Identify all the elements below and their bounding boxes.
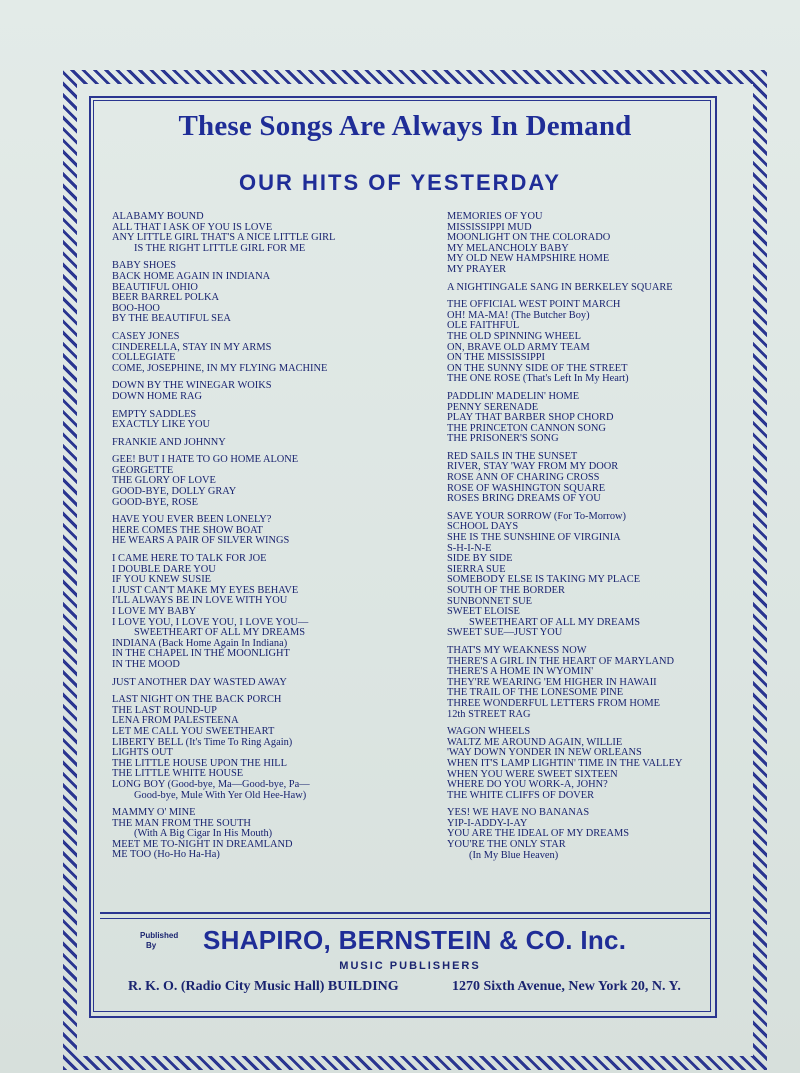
song-title: YIP-I-ADDY-I-AY — [447, 817, 528, 829]
song-title: THERE'S A GIRL IN THE HEART OF MARYLAND — [447, 655, 675, 667]
song-title: THE LAST ROUND-UP — [112, 704, 217, 716]
song-title: PLAY THAT BARBER SHOP CHORD — [447, 412, 614, 424]
song-title: THERE'S A HOME IN WYOMIN' — [447, 666, 594, 678]
song-group — [447, 392, 717, 445]
song-title: LET ME CALL YOU SWEETHEART — [112, 725, 275, 737]
song-group — [112, 332, 432, 374]
song-title: GOOD-BYE, DOLLY GRAY — [112, 486, 237, 498]
song-group — [447, 452, 717, 505]
song-title: WHERE DO YOU WORK-A, JOHN? — [447, 779, 608, 791]
song-title: SIERRA SUE — [447, 563, 506, 575]
song-title: CINDERELLA, STAY IN MY ARMS — [112, 341, 272, 353]
song-title: I LOVE YOU, I LOVE YOU, I LOVE YOU— — [112, 616, 309, 628]
song-title: HAVE YOU EVER BEEN LONELY? — [112, 514, 272, 526]
song-title: ME TOO (Ho-Ho Ha-Ha) — [112, 849, 220, 861]
song-title: BY THE BEAUTIFUL SEA — [112, 313, 231, 325]
song-group — [447, 212, 717, 276]
song-title: 'WAY DOWN YONDER IN NEW ORLEANS — [447, 747, 642, 759]
song-title: PADDLIN' MADELIN' HOME — [447, 390, 580, 402]
song-title: RIVER, STAY 'WAY FROM MY DOOR — [447, 461, 619, 473]
song-title: I JUST CAN'T MAKE MY EYES BEHAVE — [112, 584, 299, 596]
song-list-right — [447, 212, 717, 868]
song-title: GEORGETTE — [112, 464, 174, 476]
song-group — [447, 808, 717, 861]
song-title: SWEET SUE—JUST YOU — [447, 627, 563, 639]
song-title: IN THE CHAPEL IN THE MOONLIGHT — [112, 648, 290, 660]
song-title: IN THE MOOD — [112, 658, 180, 670]
song-title: ROSES BRING DREAMS OF YOU — [447, 493, 601, 505]
song-title: ROSE ANN OF CHARING CROSS — [447, 472, 600, 484]
song-title: GOOD-BYE, ROSE — [112, 496, 199, 508]
song-title: COLLEGIATE — [112, 352, 176, 364]
song-title: I CAME HERE TO TALK FOR JOE — [112, 553, 267, 565]
by-label: By — [146, 941, 157, 950]
song-title: WAGON WHEELS — [447, 726, 531, 738]
song-group — [447, 727, 717, 801]
song-group — [112, 678, 432, 689]
song-title: THE TRAIL OF THE LONESOME PINE — [447, 687, 624, 699]
song-title: MY OLD NEW HAMPSHIRE HOME — [447, 253, 610, 265]
song-title: WHEN YOU WERE SWEET SIXTEEN — [447, 768, 618, 780]
song-title: THAT'S MY WEAKNESS NOW — [447, 644, 587, 656]
song-title: I LOVE MY BABY — [112, 606, 197, 617]
song-list-left — [112, 212, 432, 868]
song-title: DOWN HOME RAG — [112, 390, 203, 402]
song-title: THE OLD SPINNING WHEEL — [447, 330, 582, 342]
song-group — [112, 212, 432, 254]
song-title: THE WHITE CLIFFS OF DOVER — [447, 789, 595, 801]
song-title: LONG BOY (Good-bye, Ma—Good-bye, Pa— — [112, 778, 310, 790]
song-title: HE WEARS A PAIR OF SILVER WINGS — [112, 535, 290, 547]
song-title: MY PRAYER — [447, 263, 506, 275]
song-title: WALTZ ME AROUND AGAIN, WILLIE — [447, 736, 623, 748]
song-title: MISSISSIPPI MUD — [447, 221, 532, 233]
song-title: MEMORIES OF YOU — [447, 211, 543, 222]
song-title: SOUTH OF THE BORDER — [447, 585, 565, 596]
song-title: ON, BRAVE OLD ARMY TEAM — [447, 341, 590, 353]
song-group — [112, 410, 432, 431]
footer-rule-thin — [100, 918, 710, 919]
song-title: OH! MA-MA! (The Butcher Boy) — [447, 309, 590, 321]
song-group — [112, 695, 432, 801]
song-title: IF YOU KNEW SUSIE — [112, 574, 211, 586]
song-title: LIGHTS OUT — [112, 747, 173, 759]
song-title: SUNBONNET SUE — [447, 595, 532, 607]
song-title: SWEETHEART OF ALL MY DREAMS — [469, 616, 641, 628]
song-title: MOONLIGHT ON THE COLORADO — [447, 232, 611, 244]
song-title: I'LL ALWAYS BE IN LOVE WITH YOU — [112, 595, 288, 607]
song-title: CASEY JONES — [112, 330, 180, 342]
song-title: GEE! BUT I HATE TO GO HOME ALONE — [112, 454, 299, 466]
song-title: BEER BARREL POLKA — [112, 292, 219, 304]
song-group — [112, 438, 432, 449]
song-title: ON THE MISSISSIPPI — [447, 352, 545, 364]
publisher-address: 1270 Sixth Avenue, New York 20, N. Y. — [452, 979, 681, 994]
song-title: THE LITTLE WHITE HOUSE — [112, 768, 244, 780]
song-group — [112, 515, 432, 547]
song-title: THE GLORY OF LOVE — [112, 475, 216, 487]
song-title: ON THE SUNNY SIDE OF THE STREET — [447, 362, 628, 374]
song-title: WHEN IT'S LAMP LIGHTIN' TIME IN THE VALLEY — [447, 757, 683, 769]
song-title: SCHOOL DAYS — [447, 521, 519, 533]
song-title: SWEET ELOISE — [447, 606, 520, 618]
subhead: OUR HITS OF YESTERDAY — [239, 170, 561, 195]
song-title: LAST NIGHT ON THE BACK PORCH — [112, 694, 282, 706]
song-title: (In My Blue Heaven) — [469, 849, 559, 861]
song-title: OLE FAITHFUL — [447, 320, 520, 332]
song-title: THE MAN FROM THE SOUTH — [112, 817, 251, 829]
song-title: FRANKIE AND JOHNNY — [112, 436, 226, 448]
song-title: ALL THAT I ASK OF YOU IS LOVE — [112, 221, 273, 233]
song-title: YOU'RE THE ONLY STAR — [447, 839, 566, 851]
song-title: THEY'RE WEARING 'EM HIGHER IN HAWAII — [447, 676, 657, 688]
song-title: THE ONE ROSE (That's Left In My Heart) — [447, 373, 629, 385]
song-title: THE PRISONER'S SONG — [447, 433, 559, 445]
song-title: YOU ARE THE IDEAL OF MY DREAMS — [447, 828, 630, 840]
song-title: MY MELANCHOLY BABY — [447, 242, 569, 254]
song-title: INDIANA (Back Home Again In Indiana) — [112, 637, 288, 649]
song-title: THREE WONDERFUL LETTERS FROM HOME — [447, 697, 661, 709]
song-title: IS THE RIGHT LITTLE GIRL FOR ME — [134, 242, 306, 254]
song-group — [447, 646, 717, 720]
song-group — [112, 554, 432, 671]
song-title: YES! WE HAVE NO BANANAS — [447, 807, 590, 819]
song-title: BACK HOME AGAIN IN INDIANA — [112, 270, 271, 282]
song-title: MAMMY O' MINE — [112, 807, 196, 819]
song-title: SHE IS THE SUNSHINE OF VIRGINIA — [447, 532, 621, 544]
song-title: LIBERTY BELL (It's Time To Ring Again) — [112, 736, 293, 748]
song-group — [447, 283, 717, 294]
song-title: 12th STREET RAG — [447, 708, 531, 720]
song-title: I DOUBLE DARE YOU — [112, 563, 216, 575]
song-title: LENA FROM PALESTEENA — [112, 715, 239, 727]
song-title: BOO-HOO — [112, 302, 160, 314]
song-title: HERE COMES THE SHOW BOAT — [112, 524, 263, 536]
song-title: S-H-I-N-E — [447, 542, 492, 554]
song-title: BEAUTIFUL OHIO — [112, 281, 198, 293]
song-group — [112, 381, 432, 402]
song-title: PENNY SERENADE — [447, 401, 539, 413]
song-title: Good-bye, Mule With Yer Old Hee-Haw) — [134, 789, 307, 801]
song-title: THE LITTLE HOUSE UPON THE HILL — [112, 757, 287, 769]
song-title: ANY LITTLE GIRL THAT'S A NICE LITTLE GIRL — [112, 232, 336, 244]
song-title: A NIGHTINGALE SANG IN BERKELEY SQUARE — [447, 281, 673, 293]
publisher-subtitle: MUSIC PUBLISHERS — [339, 960, 481, 972]
song-title: SIDE BY SIDE — [447, 553, 513, 565]
publisher-name: SHAPIRO, BERNSTEIN & CO. Inc. — [203, 925, 627, 955]
footer-rule — [100, 912, 710, 914]
headline: These Songs Are Always In Demand — [178, 110, 632, 142]
song-title: MEET ME TO-NIGHT IN DREAMLAND — [112, 838, 293, 850]
song-title: RED SAILS IN THE SUNSET — [447, 450, 578, 462]
song-group — [447, 512, 717, 639]
published-by-label — [140, 931, 178, 951]
song-group — [447, 300, 717, 385]
song-title: THE PRINCETON CANNON SONG — [447, 422, 606, 434]
song-title: DOWN BY THE WINEGAR WOIKS — [112, 380, 272, 392]
song-title: SOMEBODY ELSE IS TAKING MY PLACE — [447, 574, 641, 586]
song-title: EMPTY SADDLES — [112, 408, 197, 420]
song-title: ROSE OF WASHINGTON SQUARE — [447, 482, 606, 494]
song-title: (With A Big Cigar In His Mouth) — [134, 828, 273, 840]
publisher-building: R. K. O. (Radio City Music Hall) BUILDING — [128, 979, 399, 994]
song-title: SWEETHEART OF ALL MY DREAMS — [134, 627, 306, 639]
song-title: JUST ANOTHER DAY WASTED AWAY — [112, 676, 287, 688]
published-label: Published — [140, 931, 179, 940]
song-group — [112, 261, 432, 325]
song-group — [112, 455, 432, 508]
song-title: SAVE YOUR SORROW (For To-Morrow) — [447, 510, 627, 522]
song-title: BABY SHOES — [112, 260, 176, 272]
song-title: COME, JOSEPHINE, IN MY FLYING MACHINE — [112, 362, 328, 374]
song-title: ALABAMY BOUND — [112, 211, 204, 222]
song-title: THE OFFICIAL WEST POINT MARCH — [447, 299, 621, 311]
song-title: EXACTLY LIKE YOU — [112, 419, 211, 431]
song-group — [112, 808, 432, 861]
